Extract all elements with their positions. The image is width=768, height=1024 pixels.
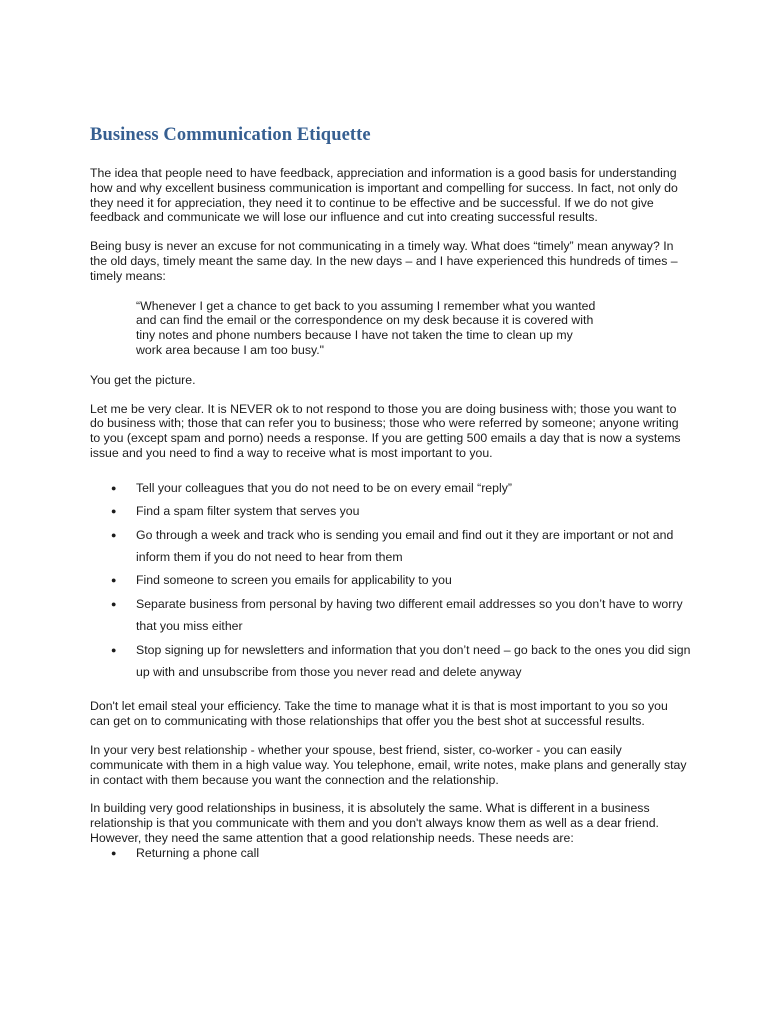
- page-title: Business Communication Etiquette: [90, 125, 371, 145]
- list-item: [90, 569, 696, 591]
- document-body: [90, 124, 690, 861]
- list-item-text: Stop signing up for newsletters and information that you don’t need – go back to the ones you did sign up with and unsubscribe from those you never read and delete anyway: [136, 642, 691, 679]
- paragraph-picture: You get the picture.: [90, 372, 196, 387]
- list-item-text: Returning a phone call: [136, 845, 260, 860]
- list-item: [90, 593, 696, 638]
- list-item: [90, 500, 696, 522]
- bullet-glyph: ●: [111, 506, 117, 517]
- relationship-needs-list: [90, 846, 690, 861]
- paragraph-best-relationship: In your very best relationship - whether your spouse, best friend, sister, co-worker - you can easily communicate with them in a high value way. You telephone, email, write notes, make plans and generally stay in contact with them because you want the connection and the relationship.: [90, 743, 687, 787]
- bullet-glyph: ●: [111, 575, 117, 586]
- bullet-glyph: ●: [111, 644, 117, 655]
- block-quote: “Whenever I get a chance to get back to you assuming I remember what you wanted and can find the email or the correspondence on my desk because it is covered with tiny notes and phone numbers because I have not taken the time to clean up my work area because I am too busy.": [136, 298, 596, 357]
- list-item-text: Find a spam filter system that serves you: [136, 504, 360, 519]
- list-item: [90, 477, 696, 499]
- email-tips-list: [90, 477, 690, 684]
- list-item-text: Find someone to screen you emails for applicability to you: [136, 573, 452, 588]
- bullet-glyph: ●: [111, 529, 117, 540]
- bullet-glyph: ●: [111, 847, 117, 858]
- list-item-text: Tell your colleagues that you do not need to be on every email “reply”: [136, 480, 512, 495]
- bullet-glyph: ●: [111, 598, 117, 609]
- paragraph-efficiency: Don't let email steal your efficiency. Take the time to manage what it is that is most important to you so you can get on to communicating with those relationships that offer you the best shot at successful results.: [90, 699, 668, 729]
- list-item: [90, 639, 696, 684]
- list-item-text: Separate business from personal by having two different email addresses so you don’t have to worry that you miss either: [136, 596, 683, 634]
- bullet-glyph: ●: [111, 482, 117, 493]
- list-item: [90, 524, 696, 569]
- paragraph-clear: Let me be very clear. It is NEVER ok to not respond to those you are doing business with; those you want to do business with; those that can refer you to business; those who were referred by someone; anyone writing to you (except spam and porno) needs a response. If you are getting 500 emails a day that is now a systems issue and you need to find a way to receive what is most important to you.: [90, 401, 681, 460]
- paragraph-intro: The idea that people need to have feedback, appreciation and information is a good basis for understanding how and why excellent business communication is important and compelling for success. In fact, not only do they need it for appreciation, they need it to continue to be effective and be successful. If we do not give feedback and communicate we will lose our influence and cut into creating successful results.: [90, 166, 678, 225]
- paragraph-business-relationship: In building very good relationships in business, it is absolutely the same. What is different in a business relationship is that you communicate with them and you don't always know them as well as a dear friend. However, they need the same attention that a good relationship needs. These needs are:: [90, 801, 659, 845]
- list-item-text: Go through a week and track who is sending you email and find out it they are important or not and inform them if you do not need to hear from them: [136, 527, 674, 564]
- list-item: [90, 846, 690, 861]
- paragraph-busy: Being busy is never an excuse for not communicating in a timely way. What does “timely” mean anyway? In the old days, timely meant the same day. In the new days – and I have experienced this hundreds of times – timely means:: [90, 239, 678, 283]
